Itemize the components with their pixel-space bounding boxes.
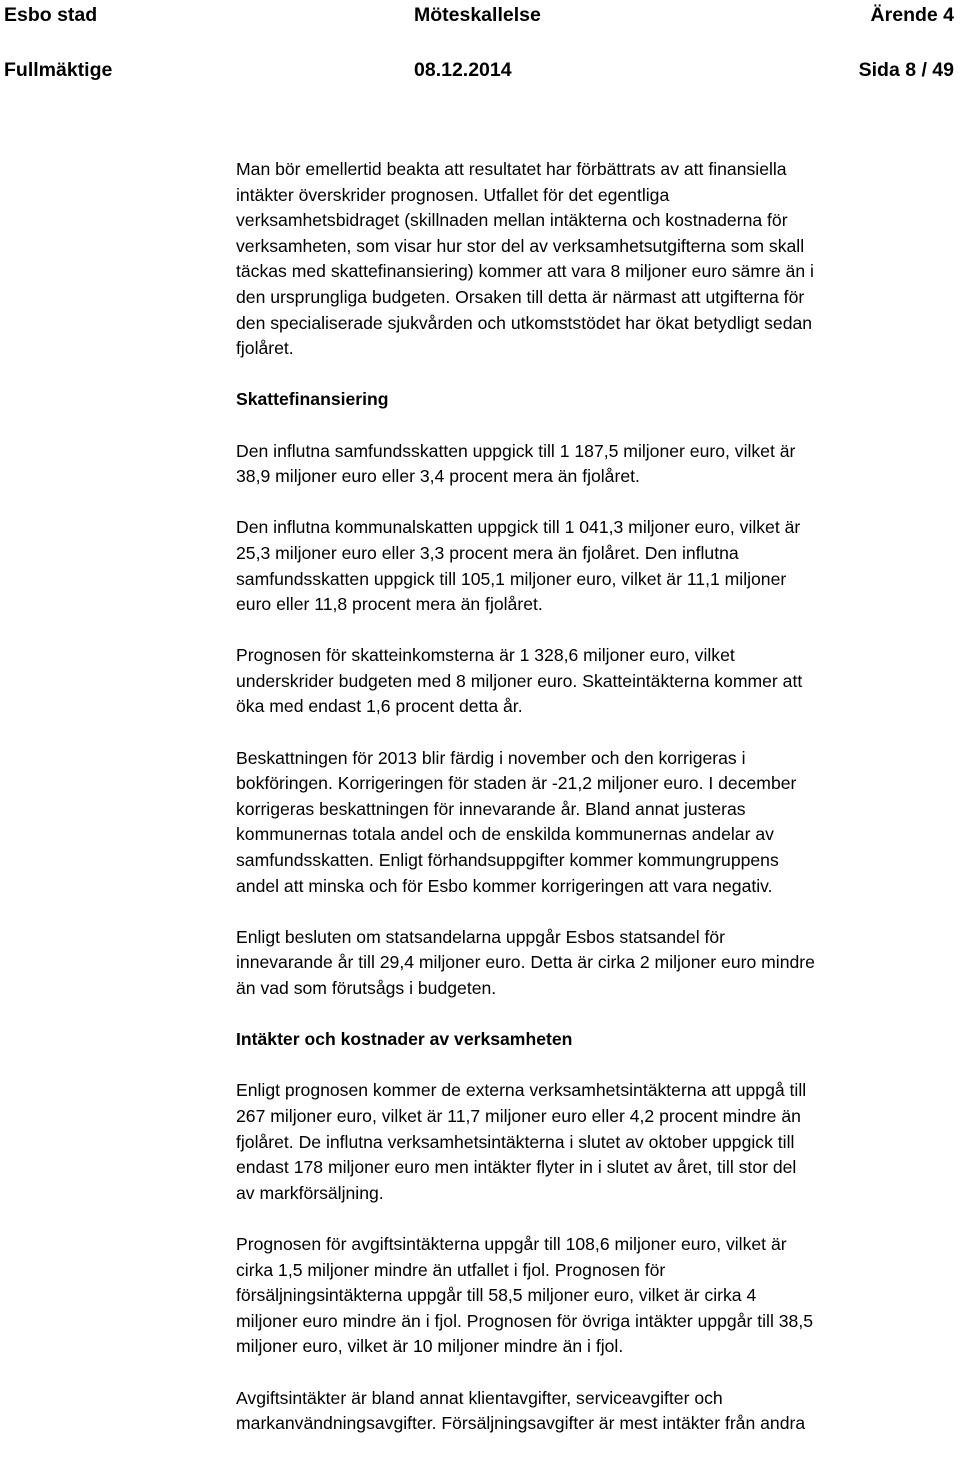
text-line: underskrider budgeten med 8 miljoner euro. Skatteintäkterna kommer att: [236, 670, 803, 691]
text-line: Den influtna samfundsskatten uppgick till 1 187,5 miljoner euro, vilket är: [236, 440, 796, 461]
text-line: cirka 1,5 miljoner mindre än utfallet i fjol. Prognosen för: [236, 1259, 666, 1280]
text-line: samfundsskatten uppgick till 105,1 miljoner euro, vilket är 11,1 miljoner: [236, 568, 787, 589]
header-page-number: Sida 8 / 49: [858, 59, 954, 81]
text-line: markanvändningsavgifter. Försäljningsavgifter är mest intäkter från andra: [236, 1413, 806, 1434]
paragraph-state-subsidy: [236, 925, 958, 1002]
text-line: den ursprungliga budgeten. Orsaken till detta är närmast att utgifterna för: [236, 286, 805, 307]
text-line: verksamheten, som visar hur stor del av verksamhetsutgifterna som skall: [236, 235, 805, 256]
text-line: Man bör emellertid beakta att resultatet har förbättrats av att finansiella: [236, 159, 787, 179]
text-line: av markförsäljning.: [236, 1182, 384, 1203]
text-line: Enligt besluten om statsandelarna uppgår Esbos statsandel för: [236, 926, 726, 947]
text-line: korrigeras beskattningen för innevarande år. Bland annat justeras: [236, 798, 746, 819]
text-line: miljoner euro mindre än i fjol. Prognosen för övriga intäkter uppgår till 38,5: [236, 1310, 813, 1331]
text-line: fjolåret. De influtna verksamhetsintäkterna i slutet av oktober uppgick till: [236, 1131, 795, 1152]
text-line: samfundsskatten. Enligt förhandsuppgifter kommer kommungruppens: [236, 850, 779, 871]
text-line: miljoner euro, vilket är 10 miljoner mindre än i fjol.: [236, 1336, 624, 1357]
text-line: 38,9 miljoner euro eller 3,4 procent mera än fjolåret.: [236, 466, 640, 487]
header-row-top: [0, 1, 960, 29]
text-line: försäljningsintäkterna uppgår till 58,5 miljoner euro, vilket är cirka 4: [236, 1285, 757, 1306]
paragraph-external-income: [236, 1078, 958, 1206]
text-line: kommunernas totala andel och de enskilda kommunernas andelar av: [236, 824, 774, 845]
header-item: Ärende 4: [870, 4, 954, 26]
document-body: [236, 157, 958, 1462]
text-line: 267 miljoner euro, vilket är 11,7 miljoner euro eller 4,2 procent mindre än: [236, 1105, 801, 1126]
text-line: euro eller 11,8 procent mera än fjolåret.: [236, 594, 543, 615]
paragraph-corporate-tax: [236, 439, 958, 490]
text-line: endast 178 miljoner euro men intäkter flyter in i slutet av året, till stor del: [236, 1157, 797, 1178]
paragraph-fee-types: [236, 1386, 958, 1437]
text-line: fjolåret.: [236, 338, 294, 359]
text-line: än vad som förutsågs i budgeten.: [236, 978, 497, 998]
text-line: Beskattningen för 2013 blir färdig i november och den korrigeras i: [236, 747, 746, 768]
section-heading-tax-financing: Skattefinansiering: [236, 389, 389, 410]
paragraph-fee-income: [236, 1232, 958, 1360]
text-line: öka med endast 1,6 procent detta år.: [236, 696, 523, 717]
paragraph-result-note: [236, 157, 958, 362]
header-org: Esbo stad: [4, 4, 98, 26]
paragraph-tax-forecast: [236, 643, 958, 720]
text-line: Avgiftsintäkter är bland annat klientavgifter, serviceavgifter och: [236, 1387, 723, 1408]
section-heading-operating-income: Intäkter och kostnader av verksamheten: [236, 1029, 573, 1050]
paragraph-taxation-2013: [236, 746, 958, 900]
text-line: täckas med skattefinansiering) kommer att vara 8 miljoner euro sämre än i: [236, 261, 814, 282]
header-row-bottom: [0, 56, 960, 84]
header-doc-type: Möteskallelse: [414, 4, 541, 26]
text-line: den specialiserade sjukvården och utkomststödet har ökat betydligt sedan: [236, 312, 813, 333]
paragraph-municipal-tax: [236, 515, 958, 617]
text-line: Enligt prognosen kommer de externa verksamhetsintäkterna att uppgå till: [236, 1080, 807, 1101]
text-line: andel att minska och för Esbo kommer korrigeringen att vara negativ.: [236, 875, 773, 896]
header-date: 08.12.2014: [414, 59, 512, 81]
header-body: Fullmäktige: [4, 59, 113, 81]
text-line: intäkter överskrider prognosen. Utfallet för det egentliga: [236, 184, 670, 205]
text-line: Den influtna kommunalskatten uppgick till 1 041,3 miljoner euro, vilket är: [236, 517, 801, 538]
text-line: verksamhetsbidraget (skillnaden mellan intäkterna och kostnaderna för: [236, 210, 788, 231]
text-line: 25,3 miljoner euro eller 3,3 procent mera än fjolåret. Den influtna: [236, 542, 739, 563]
text-line: innevarande år till 29,4 miljoner euro. Detta är cirka 2 miljoner euro mindre: [236, 952, 815, 973]
text-line: bokföringen. Korrigeringen för staden är -21,2 miljoner euro. I december: [236, 773, 797, 794]
text-line: Prognosen för avgiftsintäkterna uppgår till 108,6 miljoner euro, vilket är: [236, 1233, 787, 1254]
text-line: Prognosen för skatteinkomsterna är 1 328,6 miljoner euro, vilket: [236, 645, 735, 666]
